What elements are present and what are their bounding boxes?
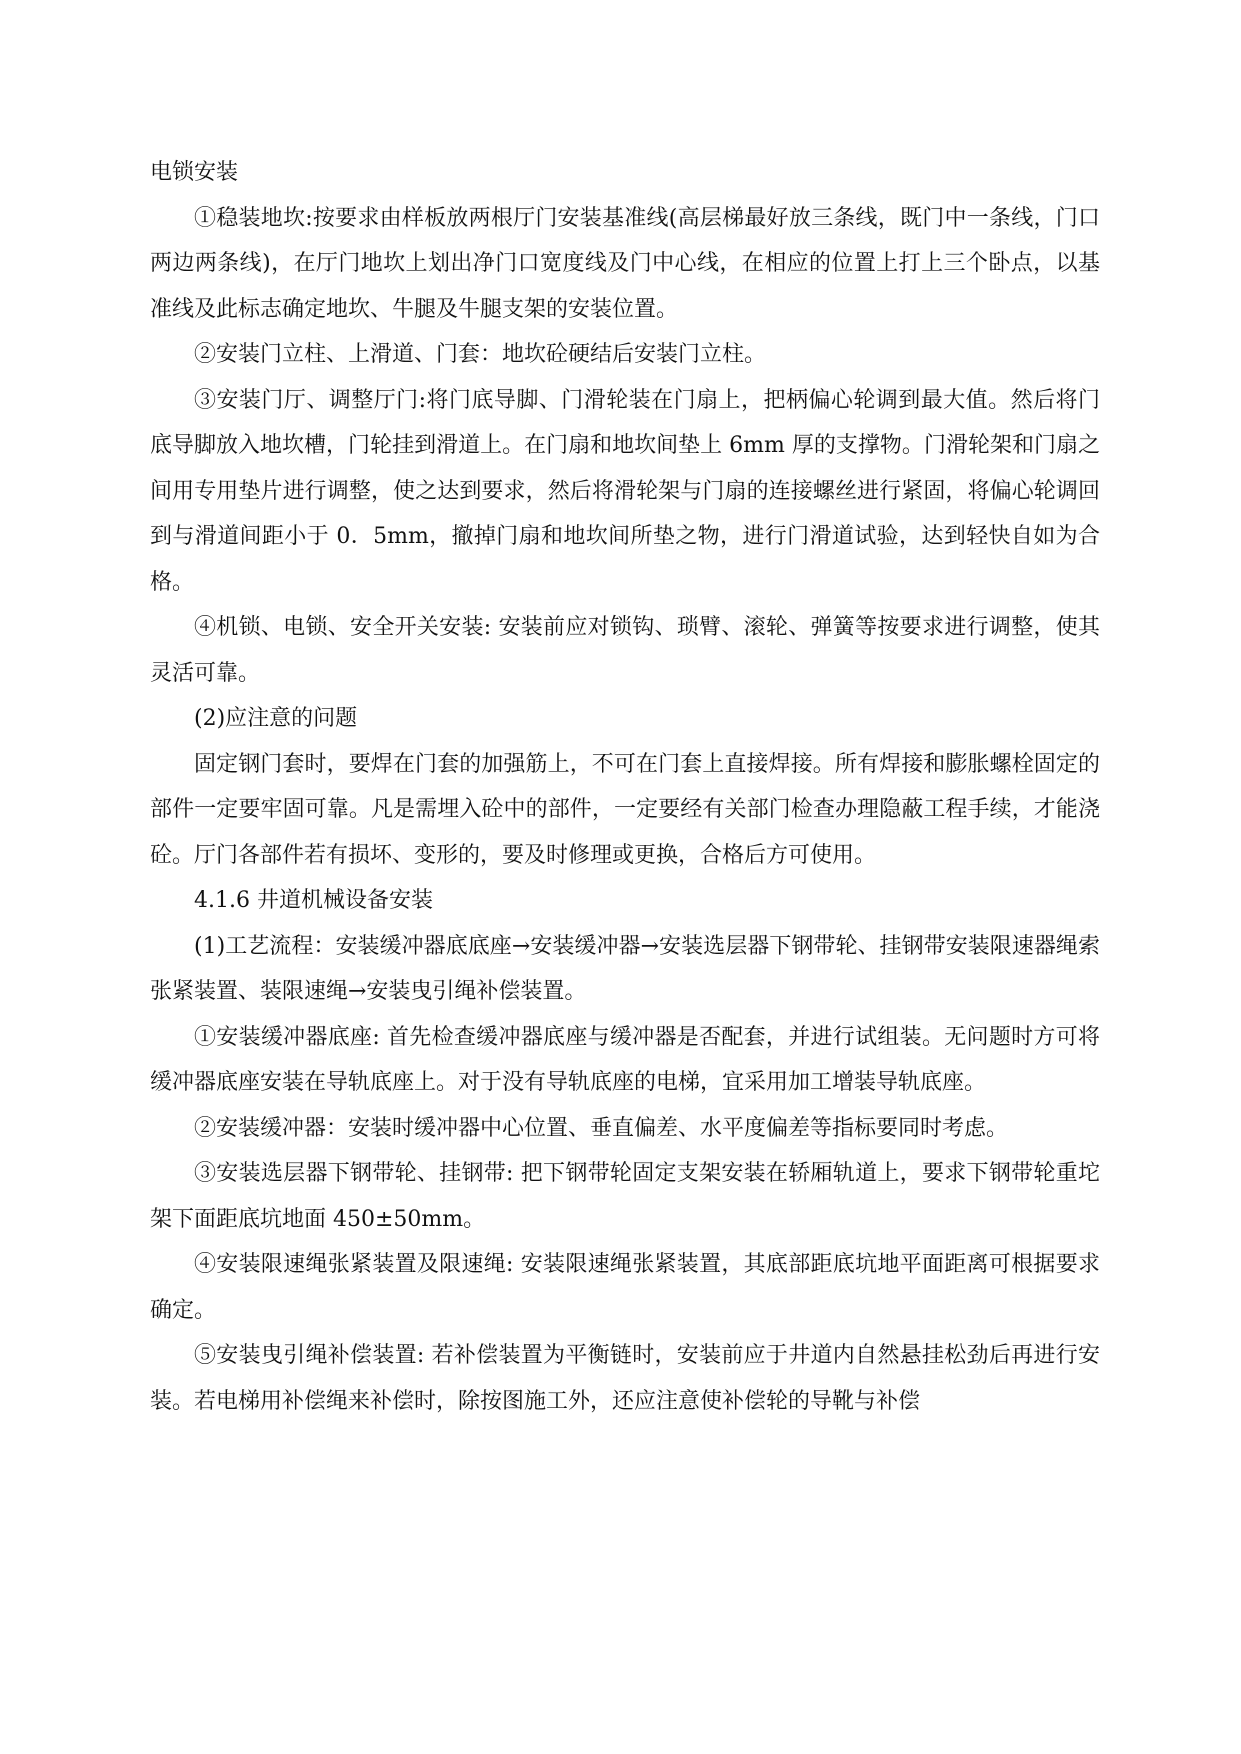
paragraph-compensation-device: ⑤安装曳引绳补偿装置: 若补偿装置为平衡链时，安装前应于井道内自然悬挂松劲后再进行安装。若电梯用补偿绳来补偿时，除按图施工外，还应注意使补偿轮的导靴与补偿 [150,1343,1100,1414]
paragraph-door-post: ②安装门立柱、上滑道、门套：地坎砼硬结后安装门立柱。 [194,342,767,367]
paragraph-steel-belt-wheel: ③安装选层器下钢带轮、挂钢带: 把下钢带轮固定支架安装在轿厢轨道上，要求下钢带轮重坨架下面距底坑地面 450±50mm。 [150,1161,1100,1232]
document-page [150,150,1100,1424]
paragraph-buffer-base: ①安装缓冲器底座: 首先检查缓冲器底座与缓冲器是否配套，并进行试组装。无问题时方可将缓冲器底座安装在导轨底座上。对于没有导轨底座的电梯，宜采用加工增装导轨底座。 [150,1024,1100,1095]
paragraph-sill-installation: ①稳装地坎:按要求由样板放两根厅门安装基准线(高层梯最好放三条线，既门中一条线，门口两边两条线)，在厅门地坎上划出净门口宽度线及门中心线，在相应的位置上打上三个卧点，以基准线及此标志确定地坎、牛腿及牛腿支架的安装位置。 [150,205,1100,322]
paragraph-governor-rope: ④安装限速绳张紧装置及限速绳: 安装限速绳张紧装置，其底部距底坑地平面距离可根据要求确定。 [150,1252,1100,1323]
paragraph-buffer: ②安装缓冲器：安装时缓冲器中心位置、垂直偏差、水平度偏差等指标要同时考虑。 [194,1115,1009,1141]
section-heading-4-1-6: 4.1.6 井道机械设备安装 [194,888,433,913]
paragraph-landing-door-adjust: ③安装门厅、调整厅门:将门底导脚、门滑轮装在门扇上，把柄偏心轮调到最大值。然后将门底导脚放入地坎槽，门轮挂到滑道上。在门扇和地坎间垫上 6mm 厚的支撑物。门滑轮架和门扇之间用专用垫片进行调整，使之达到要求，然后将滑轮架与门扇的连接螺丝进行紧固，将偏心轮调回到与滑道间距小于 0．5mm，撤掉门扇和地坎间所垫之物，进行门滑道试验，达到轻快自如为合格。 [150,387,1100,595]
paragraph-process-flow: (1)工艺流程：安装缓冲器底底座→安装缓冲器→安装选层器下钢带轮、挂钢带安装限速器绳索张紧装置、装限速绳→安装曳引绳补偿装置。 [150,933,1100,1004]
paragraph-lock-switch: ④机锁、电锁、安全开关安装: 安装前应对锁钩、琐臂、滚轮、弹簧等按要求进行调整，使其灵活可靠。 [150,615,1100,686]
section-heading-electric-lock: 电锁安装 [150,160,239,185]
subheading-attention-issues: (2)应注意的问题 [194,706,358,731]
paragraph-door-frame-fixing: 固定钢门套时，要焊在门套的加强筋上，不可在门套上直接焊接。所有焊接和膨胀螺栓固定的部件一定要牢固可靠。凡是需埋入砼中的部件，一定要经有关部门检查办理隐蔽工程手续，才能浇砼。厅门各部件若有损坏、变形的，要及时修理或更换，合格后方可使用。 [150,751,1100,868]
